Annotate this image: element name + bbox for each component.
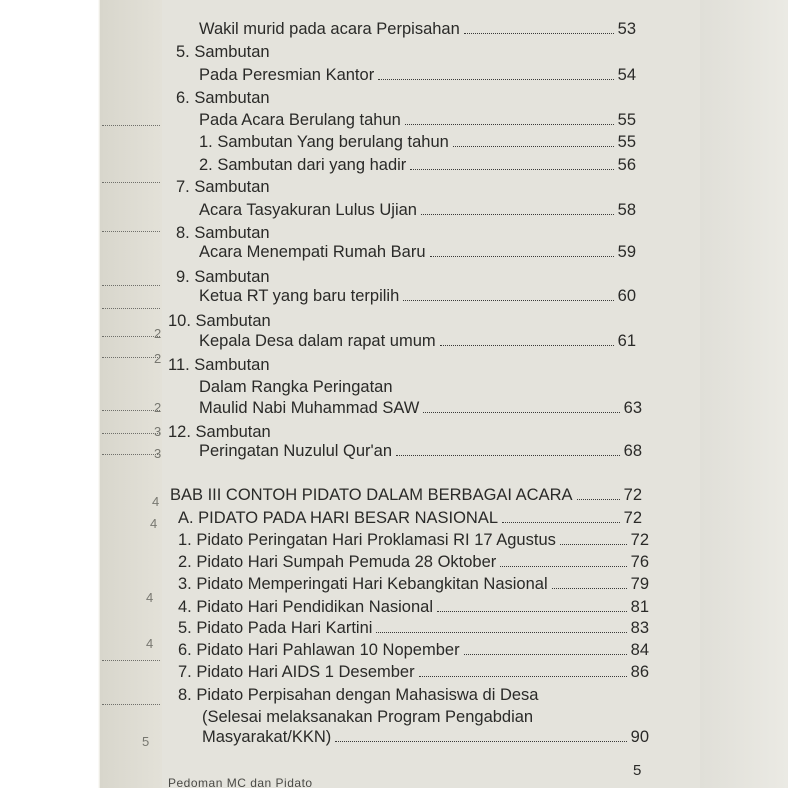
edge-number: 3 [154, 446, 162, 461]
toc-entry-page: 61 [617, 332, 636, 350]
edge-leader [102, 231, 160, 232]
dot-leader [577, 499, 620, 500]
toc-entry-title: Masyarakat/KKN) [202, 728, 332, 746]
toc-entry [199, 111, 636, 130]
edge-number: 3 [154, 424, 162, 439]
toc-entry [199, 442, 642, 461]
dot-leader [464, 654, 627, 655]
dot-leader [552, 588, 627, 589]
edge-leader [102, 410, 160, 411]
toc-section [178, 509, 642, 528]
toc-entry-title: Acara Tasyakuran Lulus Ujian [199, 201, 417, 219]
dot-leader [376, 632, 626, 633]
toc-entry [199, 20, 636, 39]
toc-heading: 11. Sambutan [168, 356, 270, 374]
edge-leader [102, 285, 160, 286]
dot-leader [453, 146, 614, 147]
edge-number: 4 [152, 494, 160, 509]
toc-entry [199, 201, 636, 220]
toc-entry-title: 1. Pidato Peringatan Hari Proklamasi RI 17 Agustus [178, 531, 556, 549]
toc-entry-title: Pada Peresmian Kantor [199, 66, 375, 84]
edge-number: 2 [154, 326, 162, 341]
dot-leader [419, 676, 627, 677]
previous-page-edge [100, 0, 162, 788]
toc-entry [178, 553, 649, 572]
dot-leader [378, 79, 613, 80]
dot-leader [560, 544, 627, 545]
toc-entry-page: 54 [617, 66, 636, 84]
toc-entry-title: BAB III CONTOH PIDATO DALAM BERBAGAI ACARA [170, 486, 573, 504]
edge-number: 4 [146, 636, 154, 651]
toc-heading: 8. Pidato Perpisahan dengan Mahasiswa di Desa [178, 686, 539, 704]
toc-entry-title: 6. Pidato Hari Pahlawan 10 Nopember [178, 641, 460, 659]
dot-leader [410, 169, 613, 170]
toc-chapter [170, 486, 642, 505]
toc-entry-page: 55 [617, 133, 636, 151]
dot-leader [335, 741, 626, 742]
edge-leader [102, 336, 160, 337]
dot-leader [437, 611, 627, 612]
toc-entry-title: Pada Acara Berulang tahun [199, 111, 401, 129]
toc-entry-page: 53 [617, 20, 636, 38]
toc-heading: 10. Sambutan [168, 312, 271, 330]
toc-entry-title: 2. Sambutan dari yang hadir [199, 156, 407, 174]
toc-entry-page: 56 [617, 156, 636, 174]
toc-entry-page: 76 [630, 553, 649, 571]
toc-entry [178, 663, 649, 682]
dot-leader [430, 256, 614, 257]
dot-leader [502, 522, 620, 523]
toc-entry-page: 63 [623, 399, 642, 417]
toc-entry [199, 156, 636, 175]
toc-entry [199, 332, 636, 351]
toc-entry-page: 84 [630, 641, 649, 659]
toc-heading: 9. Sambutan [176, 268, 270, 286]
toc-entry-page: 81 [630, 598, 649, 616]
toc-entry [178, 531, 649, 550]
toc-entry-page: 83 [630, 619, 649, 637]
edge-leader [102, 660, 160, 661]
toc-entry-page: 55 [617, 111, 636, 129]
toc-subheading: (Selesai melaksanakan Program Pengabdian [202, 708, 534, 726]
toc-entry [199, 243, 636, 262]
toc-entry [178, 598, 649, 617]
edge-leader [102, 182, 160, 183]
toc-entry-page: 79 [630, 575, 649, 593]
page-number: 5 [633, 762, 642, 779]
toc-entry-title: 3. Pidato Memperingati Hari Kebangkitan Nasional [178, 575, 548, 593]
toc-entry-title: 2. Pidato Hari Sumpah Pemuda 28 Oktober [178, 553, 497, 571]
toc-entry-title: 1. Sambutan Yang berulang tahun [199, 133, 449, 151]
toc-entry-page: 72 [623, 509, 642, 527]
dot-leader [405, 124, 614, 125]
toc-subheading: Dalam Rangka Peringatan [199, 378, 393, 396]
dot-leader [423, 412, 619, 413]
toc-entry-title: Ketua RT yang baru terpilih [199, 287, 400, 305]
edge-leader [102, 454, 160, 455]
edge-number: 5 [142, 734, 150, 749]
toc-heading: 6. Sambutan [176, 89, 270, 107]
toc-entry [178, 619, 649, 638]
toc-entry-title: Acara Menempati Rumah Baru [199, 243, 426, 261]
dot-leader [421, 214, 614, 215]
edge-number: 4 [150, 516, 158, 531]
running-title: Pedoman MC dan Pidato [168, 776, 313, 788]
toc-entry-page: 86 [630, 663, 649, 681]
dot-leader [500, 566, 626, 567]
toc-entry-title: Maulid Nabi Muhammad SAW [199, 399, 420, 417]
toc-entry [202, 728, 649, 747]
page-shadow [700, 0, 788, 788]
toc-entry-page: 60 [617, 287, 636, 305]
toc-entry-title: Wakil murid pada acara Perpisahan [199, 20, 460, 38]
edge-number: 2 [154, 400, 162, 415]
toc-heading: 7. Sambutan [176, 178, 270, 196]
toc-entry-page: 58 [617, 201, 636, 219]
toc-entry-title: A. PIDATO PADA HARI BESAR NASIONAL [178, 509, 499, 527]
toc-entry-title: Peringatan Nuzulul Qur'an [199, 442, 393, 460]
toc-entry-page: 68 [623, 442, 642, 460]
toc-entry-page: 90 [630, 728, 649, 746]
toc-entry [199, 133, 636, 152]
toc-entry-page: 59 [617, 243, 636, 261]
edge-leader [102, 357, 160, 358]
dot-leader [396, 455, 620, 456]
toc-entry [178, 575, 649, 594]
toc-entry [178, 641, 649, 660]
toc-entry-title: 5. Pidato Pada Hari Kartini [178, 619, 373, 637]
toc-entry-page: 72 [630, 531, 649, 549]
edge-number: 2 [154, 351, 162, 366]
edge-leader [102, 704, 160, 705]
toc-entry [199, 66, 636, 85]
toc-entry-title: 4. Pidato Hari Pendidikan Nasional [178, 598, 433, 616]
toc-entry [199, 399, 642, 418]
toc-entry-title: Kepala Desa dalam rapat umum [199, 332, 436, 350]
toc-entry-title: 7. Pidato Hari AIDS 1 Desember [178, 663, 415, 681]
dot-leader [464, 33, 614, 34]
toc-heading: 5. Sambutan [176, 43, 270, 61]
edge-leader [102, 433, 160, 434]
edge-leader [102, 308, 160, 309]
toc-heading: 12. Sambutan [168, 423, 271, 441]
edge-number: 4 [146, 590, 154, 605]
edge-leader [102, 125, 160, 126]
toc-entry [199, 287, 636, 306]
toc-heading: 8. Sambutan [176, 224, 270, 242]
dot-leader [403, 300, 613, 301]
dot-leader [440, 345, 614, 346]
toc-entry-page: 72 [623, 486, 642, 504]
